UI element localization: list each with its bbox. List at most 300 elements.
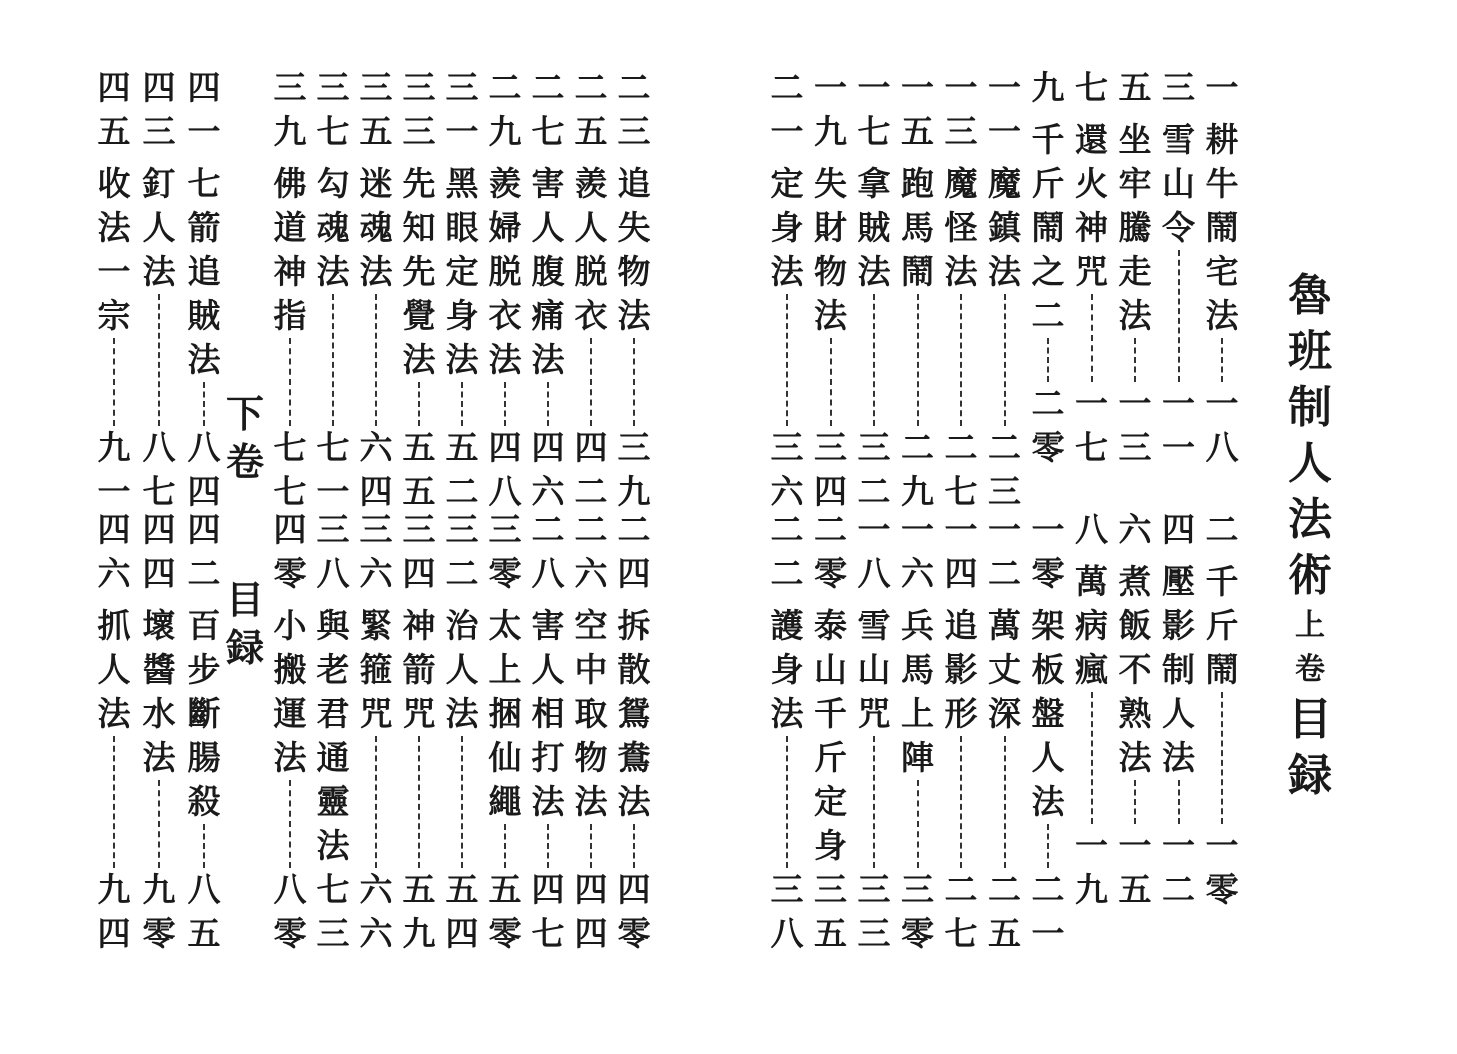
entry-title-char: 鴛 bbox=[617, 694, 651, 733]
entry-page bbox=[939, 426, 983, 514]
entry-title-char: 水 bbox=[142, 694, 176, 733]
entry-title-char: 架 bbox=[1031, 606, 1065, 645]
toc-entry bbox=[1157, 508, 1201, 912]
entry-page-char: 一 bbox=[1118, 384, 1152, 423]
entry-title-char: 鬧 bbox=[901, 252, 934, 291]
entry-title-char: 靈 bbox=[316, 782, 350, 821]
entry-title-char: 牢 bbox=[1118, 164, 1152, 203]
entry-number-char: 三 bbox=[402, 112, 436, 151]
entry-title-char: 太 bbox=[488, 606, 522, 645]
entry-title-char: 腸 bbox=[187, 738, 221, 777]
entry-page-char: 六 bbox=[531, 472, 565, 511]
toc-entry bbox=[569, 508, 613, 956]
entry-title-char: 害 bbox=[531, 606, 565, 645]
entry-title bbox=[137, 162, 181, 294]
entry-page-char: 四 bbox=[531, 428, 565, 467]
entry-page-char: 六 bbox=[359, 870, 393, 909]
entry-number-char: 零 bbox=[273, 554, 307, 593]
entry-title-char: 百 bbox=[187, 606, 221, 645]
entry-page-char: 九 bbox=[1075, 870, 1108, 909]
entry-title-char: 板 bbox=[1031, 650, 1065, 689]
entry-title-char: 追 bbox=[944, 606, 978, 645]
entry-title-char: 道 bbox=[273, 208, 307, 247]
entry-page bbox=[1070, 824, 1114, 912]
toc-entry bbox=[1200, 66, 1244, 470]
entry-title-char: 法 bbox=[574, 782, 608, 821]
entry-title-char: 千 bbox=[1205, 562, 1239, 601]
entry-number-char: 一 bbox=[187, 112, 221, 151]
entry-title-char: 斤 bbox=[1031, 164, 1065, 203]
entry-title-char: 壓 bbox=[1162, 562, 1195, 601]
entry-page bbox=[852, 868, 896, 956]
spacer bbox=[220, 486, 270, 576]
entry-number-char: 三 bbox=[488, 510, 522, 549]
entry-page bbox=[1157, 824, 1201, 912]
entry-number-char: 二 bbox=[574, 68, 608, 107]
entry-title-char: 箭 bbox=[187, 208, 221, 247]
entry-title-char: 搬 bbox=[273, 650, 307, 689]
entry-page-char: 七 bbox=[316, 870, 350, 909]
entry-number-char: 三 bbox=[445, 510, 479, 549]
entry-title bbox=[1157, 118, 1201, 250]
entry-number-char: 四 bbox=[142, 510, 176, 549]
entry-page bbox=[397, 868, 441, 956]
dotted-leader bbox=[633, 338, 635, 426]
entry-title-char: 還 bbox=[1075, 120, 1108, 159]
entry-title-char: 一 bbox=[97, 252, 131, 291]
toc-entry bbox=[809, 66, 853, 514]
toc-entry bbox=[440, 66, 484, 514]
toc-entry bbox=[1026, 66, 1070, 470]
entry-number-char: 三 bbox=[316, 68, 350, 107]
entry-title-char: 人 bbox=[574, 208, 608, 247]
entry-title bbox=[983, 162, 1027, 294]
toc-entry bbox=[939, 66, 983, 514]
dotted-leader bbox=[786, 736, 788, 868]
entry-title-char: 相 bbox=[531, 694, 565, 733]
entry-page bbox=[765, 868, 809, 956]
dotted-leader bbox=[332, 294, 334, 426]
entry-page bbox=[1157, 382, 1201, 470]
dotted-leader bbox=[418, 736, 420, 868]
entry-title bbox=[1070, 560, 1114, 692]
entry-number-char: 二 bbox=[531, 68, 565, 107]
toc-entry bbox=[311, 66, 355, 514]
entry-title-char: 法 bbox=[988, 252, 1021, 291]
entry-title-char: 雪 bbox=[1162, 120, 1195, 159]
entry-title bbox=[268, 604, 312, 780]
entry-page-char: 三 bbox=[814, 870, 847, 909]
dotted-leader bbox=[786, 294, 788, 426]
entry-page-char: 三 bbox=[901, 870, 934, 909]
dotted-leader bbox=[547, 382, 549, 426]
entry-number-char: 二 bbox=[531, 510, 565, 549]
entry-title-char: 失 bbox=[814, 164, 847, 203]
dotted-leader bbox=[590, 824, 592, 868]
toc-entry bbox=[526, 66, 570, 514]
dotted-leader bbox=[1047, 824, 1049, 868]
entry-title-char: 千 bbox=[1031, 120, 1065, 159]
entry-title-char: 不 bbox=[1118, 650, 1152, 689]
entry-number-char: 七 bbox=[857, 112, 891, 151]
entry-page bbox=[137, 868, 181, 956]
entry-title-char: 法 bbox=[814, 296, 847, 335]
entry-title-char: 小 bbox=[273, 606, 307, 645]
entry-title bbox=[1113, 118, 1157, 338]
entry-number bbox=[354, 508, 398, 596]
dotted-leader bbox=[1178, 250, 1180, 382]
entry-title bbox=[809, 162, 853, 338]
entry-title-char: 法 bbox=[1162, 738, 1195, 777]
entry-title-char: 二 bbox=[1031, 296, 1065, 335]
entry-title-char: 令 bbox=[1162, 208, 1195, 247]
entry-title-char: 飯 bbox=[1118, 606, 1152, 645]
dotted-leader bbox=[289, 338, 291, 426]
entry-number-char: 九 bbox=[488, 112, 522, 151]
entry-number-char: 二 bbox=[770, 68, 804, 107]
entry-title bbox=[896, 604, 940, 780]
toc-entry bbox=[612, 508, 656, 956]
entry-title-char: 七 bbox=[187, 164, 221, 203]
entry-title-char: 物 bbox=[617, 252, 651, 291]
entry-title-char: 深 bbox=[988, 694, 1021, 733]
entry-title-char: 法 bbox=[1031, 782, 1065, 821]
entry-number-char: 二 bbox=[770, 554, 804, 593]
entry-page-char: 二 bbox=[901, 428, 934, 467]
entry-page bbox=[983, 868, 1027, 956]
entry-title-char: 佛 bbox=[273, 164, 307, 203]
upper-volume-label: 上卷 bbox=[1295, 608, 1325, 687]
entry-number-char: 二 bbox=[488, 68, 522, 107]
dotted-leader bbox=[113, 338, 115, 426]
entry-title-char: 馬 bbox=[901, 208, 934, 247]
dotted-leader bbox=[1004, 294, 1006, 426]
entry-page-char: 八 bbox=[770, 914, 804, 953]
entry-title-char: 身 bbox=[814, 826, 847, 865]
entry-title-char: 耕 bbox=[1205, 120, 1239, 159]
entry-title bbox=[569, 604, 613, 824]
entry-page-char: 四 bbox=[97, 914, 131, 953]
dotted-leader bbox=[158, 780, 160, 868]
dotted-leader bbox=[1178, 780, 1180, 824]
entry-page-char: 三 bbox=[857, 428, 891, 467]
entry-number-char: 二 bbox=[445, 554, 479, 593]
entry-number-char: 一 bbox=[901, 68, 934, 107]
title-char: 術 bbox=[1288, 550, 1332, 601]
entry-title-char: 咒 bbox=[359, 694, 393, 733]
entry-title-char: 衣 bbox=[574, 296, 608, 335]
entry-title bbox=[1113, 560, 1157, 780]
book-title bbox=[1282, 268, 1338, 804]
dotted-leader bbox=[1221, 338, 1223, 382]
entry-title-char: 法 bbox=[1205, 296, 1239, 335]
entry-page-char: 零 bbox=[142, 914, 176, 953]
entry-title-char: 馬 bbox=[901, 650, 934, 689]
toc-entry bbox=[397, 66, 441, 514]
entry-number bbox=[1026, 66, 1070, 110]
entry-page-char: 一 bbox=[1075, 384, 1108, 423]
entry-page-char: 五 bbox=[445, 428, 479, 467]
entry-title-char: 鬧 bbox=[1205, 208, 1239, 247]
entry-page-char: 五 bbox=[402, 472, 436, 511]
entry-number bbox=[612, 508, 656, 596]
entry-page-char: 二 bbox=[445, 472, 479, 511]
entry-number bbox=[483, 66, 527, 154]
entry-title-char: 殺 bbox=[187, 782, 221, 821]
entry-page-char: 七 bbox=[142, 472, 176, 511]
entry-page-char: 八 bbox=[273, 870, 307, 909]
entry-page bbox=[612, 426, 656, 514]
entry-page-char: 二 bbox=[944, 870, 978, 909]
entry-title-char: 上 bbox=[901, 694, 934, 733]
entry-page-char: 七 bbox=[273, 428, 307, 467]
entry-title-char: 萬 bbox=[1075, 562, 1108, 601]
entry-page bbox=[311, 426, 355, 514]
entry-title bbox=[852, 162, 896, 294]
entry-number bbox=[311, 66, 355, 154]
entry-page-char: 四 bbox=[574, 870, 608, 909]
entry-page bbox=[1026, 382, 1070, 470]
toc-entry bbox=[92, 66, 136, 514]
dotted-leader bbox=[461, 382, 463, 426]
entry-title bbox=[483, 162, 527, 382]
entry-title-char: 腹 bbox=[531, 252, 565, 291]
entry-title-char: 咒 bbox=[857, 694, 891, 733]
dotted-leader bbox=[1004, 736, 1006, 868]
entry-number-char: 一 bbox=[944, 68, 978, 107]
entry-title-char: 影 bbox=[1162, 606, 1195, 645]
entry-title bbox=[92, 604, 136, 736]
entry-number-char: 一 bbox=[988, 68, 1021, 107]
entry-title-char: 熟 bbox=[1118, 694, 1152, 733]
entry-page-char: 九 bbox=[402, 914, 436, 953]
entry-page-char: 八 bbox=[142, 428, 176, 467]
entry-page-char: 零 bbox=[488, 914, 522, 953]
entry-page bbox=[1113, 824, 1157, 912]
entry-title-char: 老 bbox=[316, 650, 350, 689]
entry-page bbox=[765, 426, 809, 514]
entry-title bbox=[1070, 118, 1114, 294]
entry-title-char: 護 bbox=[770, 606, 804, 645]
entry-title bbox=[182, 604, 226, 824]
entry-title-char: 與 bbox=[316, 606, 350, 645]
toc-entry bbox=[1026, 508, 1070, 956]
entry-number-char: 八 bbox=[531, 554, 565, 593]
entry-title bbox=[1200, 560, 1244, 692]
entry-title bbox=[983, 604, 1027, 736]
entry-title-char: 人 bbox=[1162, 694, 1195, 733]
entry-number-char: 零 bbox=[1031, 554, 1065, 593]
entry-title-char: 箭 bbox=[402, 650, 436, 689]
entry-title-char: 迷 bbox=[359, 164, 393, 203]
entry-title bbox=[526, 162, 570, 382]
entry-title-char: 魔 bbox=[944, 164, 978, 203]
toc-entry bbox=[1070, 508, 1114, 912]
entry-page-char: 零 bbox=[901, 914, 934, 953]
entry-title-char: 陣 bbox=[901, 738, 934, 777]
entry-page-char: 八 bbox=[187, 870, 221, 909]
entry-title-char: 先 bbox=[402, 252, 436, 291]
dotted-leader bbox=[590, 338, 592, 426]
entry-number-char: 二 bbox=[1205, 510, 1239, 549]
entry-page-char: 零 bbox=[617, 914, 651, 953]
entry-number bbox=[939, 66, 983, 154]
entry-title-char: 煮 bbox=[1118, 562, 1152, 601]
entry-title-char: 害 bbox=[531, 164, 565, 203]
entry-title bbox=[354, 604, 398, 736]
entry-title bbox=[311, 162, 355, 294]
entry-page-char: 四 bbox=[617, 870, 651, 909]
entry-title-char: 黑 bbox=[445, 164, 479, 203]
entry-page-char: 七 bbox=[944, 472, 978, 511]
entry-title-char: 運 bbox=[273, 694, 307, 733]
entry-page bbox=[1200, 824, 1244, 912]
entry-title bbox=[397, 604, 441, 736]
entry-title-char: 知 bbox=[402, 208, 436, 247]
title-char: 法 bbox=[1288, 494, 1332, 545]
entry-number-char: 六 bbox=[901, 554, 934, 593]
entry-number bbox=[397, 66, 441, 154]
entry-title-char: 物 bbox=[574, 738, 608, 777]
entry-number bbox=[612, 66, 656, 154]
entry-title-char: 法 bbox=[445, 340, 479, 379]
entry-number bbox=[354, 66, 398, 154]
entry-title-char: 法 bbox=[1118, 296, 1152, 335]
entry-number-char: 二 bbox=[574, 510, 608, 549]
entry-page bbox=[137, 426, 181, 514]
entry-page bbox=[440, 426, 484, 514]
entry-title-char: 空 bbox=[574, 606, 608, 645]
title-char: 制 bbox=[1288, 382, 1332, 433]
entry-title-char: 通 bbox=[316, 738, 350, 777]
entry-number-char: 六 bbox=[1118, 510, 1152, 549]
entry-page-char: 四 bbox=[445, 914, 479, 953]
entry-title bbox=[397, 162, 441, 382]
dotted-leader bbox=[830, 338, 832, 426]
entry-number-char: 三 bbox=[944, 112, 978, 151]
entry-title bbox=[182, 162, 226, 382]
dotted-leader bbox=[873, 294, 875, 426]
entry-number-char: 四 bbox=[97, 68, 131, 107]
entry-number-char: 一 bbox=[1031, 510, 1065, 549]
entry-title-char: 魂 bbox=[359, 208, 393, 247]
entry-title-char: 抓 bbox=[97, 606, 131, 645]
entry-title-char: 中 bbox=[574, 650, 608, 689]
entry-title bbox=[809, 604, 853, 868]
contents-label: 目録 bbox=[1288, 694, 1332, 801]
entry-page-char: 六 bbox=[359, 914, 393, 953]
entry-title-char: 脱 bbox=[574, 252, 608, 291]
entry-number-char: 二 bbox=[617, 68, 651, 107]
entry-title-char: 萬 bbox=[988, 606, 1021, 645]
entry-title-char: 定 bbox=[445, 252, 479, 291]
entry-number bbox=[569, 508, 613, 596]
entry-title-char: 神 bbox=[273, 252, 307, 291]
entry-title-char: 瘋 bbox=[1075, 650, 1108, 689]
entry-title bbox=[440, 604, 484, 736]
entry-title-char: 衣 bbox=[488, 296, 522, 335]
entry-number bbox=[1157, 66, 1201, 110]
entry-number bbox=[1026, 508, 1070, 596]
entry-title-char: 魔 bbox=[988, 164, 1021, 203]
entry-page-char: 七 bbox=[944, 914, 978, 953]
entry-page-char: 一 bbox=[1075, 826, 1108, 865]
entry-title-char: 坐 bbox=[1118, 120, 1152, 159]
entry-page-char: 二 bbox=[574, 472, 608, 511]
entry-title-char: 捆 bbox=[488, 694, 522, 733]
entry-number bbox=[268, 508, 312, 596]
entry-title-char: 賊 bbox=[187, 296, 221, 335]
entry-page-char: 零 bbox=[273, 914, 307, 953]
dotted-leader bbox=[504, 824, 506, 868]
dotted-leader bbox=[873, 736, 875, 868]
entry-number bbox=[1157, 508, 1201, 552]
entry-number-char: 五 bbox=[1118, 68, 1152, 107]
entry-title-char: 財 bbox=[814, 208, 847, 247]
entry-page-char: 三 bbox=[617, 428, 651, 467]
entry-title-char: 痛 bbox=[531, 296, 565, 335]
entry-number bbox=[92, 66, 136, 154]
entry-number bbox=[896, 66, 940, 154]
entry-number-char: 六 bbox=[97, 554, 131, 593]
entry-number bbox=[809, 508, 853, 596]
title-char: 魯 bbox=[1288, 270, 1332, 321]
entry-page-char: 二 bbox=[988, 428, 1021, 467]
entry-title-char: 法 bbox=[857, 252, 891, 291]
entry-page bbox=[483, 868, 527, 956]
entry-number bbox=[137, 508, 181, 596]
toc-entry bbox=[137, 66, 181, 514]
dotted-leader bbox=[1091, 294, 1093, 382]
entry-page-char: 一 bbox=[1162, 384, 1195, 423]
title-char: 人 bbox=[1288, 438, 1332, 489]
entry-title-char: 法 bbox=[770, 694, 804, 733]
dotted-leader bbox=[289, 780, 291, 868]
entry-title-char: 步 bbox=[187, 650, 221, 689]
entry-title-char: 法 bbox=[770, 252, 804, 291]
entry-page-char: 一 bbox=[316, 472, 350, 511]
dotted-leader bbox=[113, 736, 115, 868]
entry-number bbox=[1113, 508, 1157, 552]
entry-number-char: 一 bbox=[770, 112, 804, 151]
entry-number bbox=[440, 508, 484, 596]
entry-page-char: 九 bbox=[97, 428, 131, 467]
entry-page-char: 一 bbox=[97, 472, 131, 511]
entry-title bbox=[612, 604, 656, 824]
entry-title-char: 牛 bbox=[1205, 164, 1239, 203]
entry-page bbox=[983, 426, 1027, 514]
entry-number-char: 一 bbox=[857, 510, 891, 549]
dotted-leader bbox=[203, 382, 205, 426]
toc-entry bbox=[983, 508, 1027, 956]
entry-page-char: 五 bbox=[814, 914, 847, 953]
entry-number-char: 九 bbox=[814, 112, 847, 151]
entry-page-char: 三 bbox=[988, 472, 1021, 511]
toc-entry bbox=[137, 508, 181, 956]
toc-entry bbox=[182, 508, 226, 956]
entry-title-char: 法 bbox=[273, 738, 307, 777]
entry-number-char: 七 bbox=[1075, 68, 1108, 107]
entry-number-char: 三 bbox=[142, 112, 176, 151]
entry-page bbox=[311, 868, 355, 956]
entry-number bbox=[1200, 66, 1244, 110]
dotted-leader bbox=[917, 294, 919, 426]
entry-number-char: 四 bbox=[617, 554, 651, 593]
entry-title-char: 定 bbox=[770, 164, 804, 203]
entry-title bbox=[896, 162, 940, 294]
entry-page-char: 九 bbox=[97, 870, 131, 909]
entry-number bbox=[137, 66, 181, 154]
